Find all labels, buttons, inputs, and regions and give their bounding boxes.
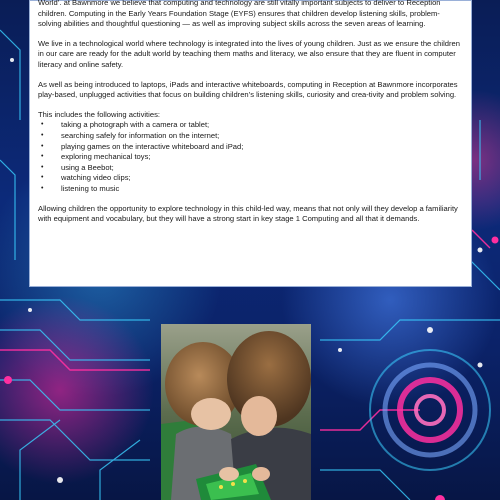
activities-heading: This includes the following activities: <box>38 109 160 119</box>
bullet-icon: • <box>41 131 44 139</box>
list-item: • exploring mechanical toys; <box>41 152 151 162</box>
children-using-tablet-photo-icon <box>161 324 311 500</box>
children-tablet-photo <box>161 324 311 500</box>
bullet-icon: • <box>41 163 44 171</box>
bullet-icon: • <box>41 121 44 129</box>
list-item: • watching video clips; <box>41 173 131 183</box>
bullet-icon: • <box>41 142 44 150</box>
list-item: • playing games on the interactive whiteboard and iPad; <box>41 141 244 151</box>
bullet-icon: • <box>41 184 44 192</box>
play-based-paragraph: As well as being introduced to laptops, iPads and interactive whiteboards, computing in Reception at Bawnmore incorporates play-based, unplugged activities that focus on building children’s listening skills, curiosity and crea-tivity and problem solving. <box>38 79 458 100</box>
bullet-icon: • <box>41 174 44 182</box>
intro-paragraph: World’. at Bawnmore we believe that computing and technology are still vitally important subjects to deliver to Reception children. Computing in the Early Years Foundation Stage (EYFS) ensures that children develop listening skills, problem-solving abilities and thoughtful questioning — as well as improving subject skills across the seven areas of learning. <box>38 0 441 29</box>
list-item: • using a Beebot; <box>41 162 114 172</box>
list-item: • listening to music <box>41 183 120 193</box>
closing-paragraph: Allowing children the opportunity to explore technology in this child-led way, means that not only will they develop a familiarity with equipment and vocabulary, but they will have a strong start in key stage 1 Computing and all that it demands. <box>38 203 458 224</box>
activity-list <box>38 120 461 194</box>
text-panel <box>29 0 472 287</box>
list-item: • searching safely for information on the internet; <box>41 130 220 140</box>
list-item: • taking a photograph with a camera or tablet; <box>41 120 210 130</box>
bullet-icon: • <box>41 153 44 161</box>
technology-paragraph: We live in a technological world where technology is integrated into the lives of young children. Just as we ensure the children in our care are ready for the adult world by teaching them maths and literacy, we also ensure that they are fluent in computer literacy and online safety. <box>38 38 460 69</box>
